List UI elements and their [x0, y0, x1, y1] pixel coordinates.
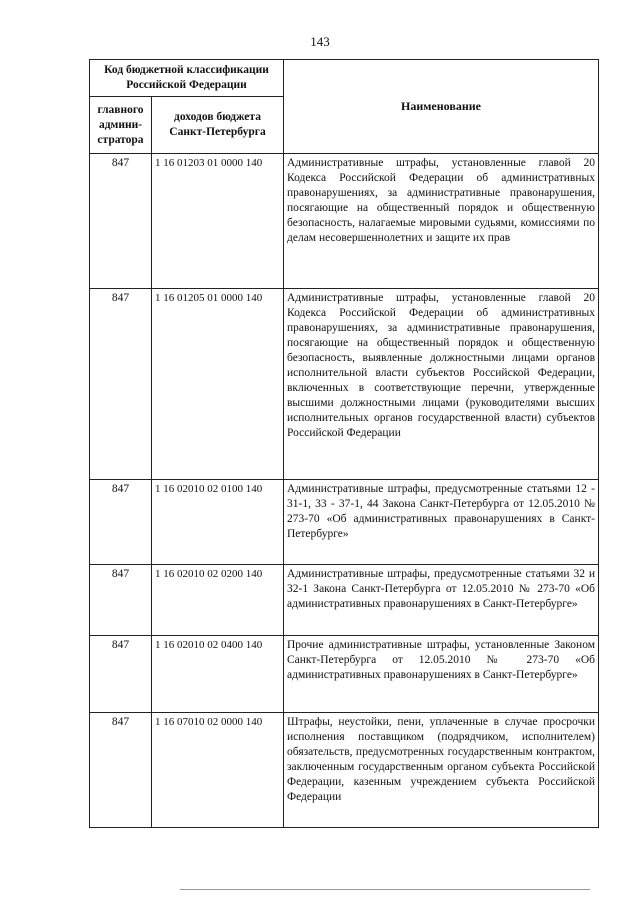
income-code-cell: 1 16 07010 02 0000 140	[152, 713, 284, 828]
admin-code-cell: 847	[90, 636, 152, 713]
header-income-code: доходов бюджета Санкт-Петербурга	[152, 97, 284, 154]
income-code-cell: 1 16 01205 01 0000 140	[152, 289, 284, 480]
admin-code-cell: 847	[90, 713, 152, 828]
name-cell: Административные штрафы, установленные главой 20 Кодекса Российской Федерации об административных правонарушениях, за административные правонарушения, посягающие на общественный порядок и общественную безопасность, выявленные должностными лицами органов исполнительной власти субъектов Российской Федерации, включенных в соответствующие перечни, утвержденные высшими должностными лицами (руководителями высших исполнительных органов государственной власти) субъектов Российской Федерации	[284, 289, 599, 480]
income-code-cell: 1 16 02010 02 0400 140	[152, 636, 284, 713]
name-cell: Административные штрафы, предусмотренные статьями 12 - 31-1, 33 - 37-1, 44 Закона Санкт-Петербурга от 12.05.2010 № 273-70 «Об административных правонарушениях в Санкт-Петербурге»	[284, 480, 599, 565]
table-row	[90, 636, 599, 713]
name-cell: Прочие административные штрафы, установленные Законом Санкт-Петербурга от 12.05.2010 № 273-70 «Об административных правонарушениях в Санкт-Петербурге»	[284, 636, 599, 713]
budget-classification-table	[89, 59, 599, 828]
name-cell: Административные штрафы, установленные главой 20 Кодекса Российской Федерации об административных правонарушениях, за административные правонарушения, посягающие на общественный порядок и общественную безопасность, налагаемые мировыми судьями, комиссиями по делам несовершеннолетних и защите их прав	[284, 154, 599, 289]
table-row	[90, 713, 599, 828]
income-code-cell: 1 16 01203 01 0000 140	[152, 154, 284, 289]
header-main-administrator: главного админи-стратора	[90, 97, 152, 154]
header-classification-code: Код бюджетной классификации Российской Федерации	[90, 60, 284, 97]
name-cell: Административные штрафы, предусмотренные статьями 32 и 32-1 Закона Санкт-Петербурга от 12.05.2010 № 273-70 «Об административных правонарушениях в Санкт-Петербурге»	[284, 565, 599, 636]
admin-code-cell: 847	[90, 480, 152, 565]
income-code-cell: 1 16 02010 02 0100 140	[152, 480, 284, 565]
admin-code-cell: 847	[90, 289, 152, 480]
name-cell: Штрафы, неустойки, пени, уплаченные в случае просрочки исполнения поставщиком (подрядчиком, исполнителем) обязательств, предусмотренных государственным контрактом, заключенным государственным органом субъекта Российской Федерации, казенным учреждением субъекта Российской Федерации	[284, 713, 599, 828]
table-row	[90, 289, 599, 480]
table-row	[90, 480, 599, 565]
table-row	[90, 154, 599, 289]
header-name: Наименование	[284, 60, 599, 154]
income-code-cell: 1 16 02010 02 0200 140	[152, 565, 284, 636]
scan-edge-line	[180, 889, 590, 890]
table-row	[90, 565, 599, 636]
page-number: 143	[310, 34, 330, 49]
admin-code-cell: 847	[90, 565, 152, 636]
admin-code-cell: 847	[90, 154, 152, 289]
